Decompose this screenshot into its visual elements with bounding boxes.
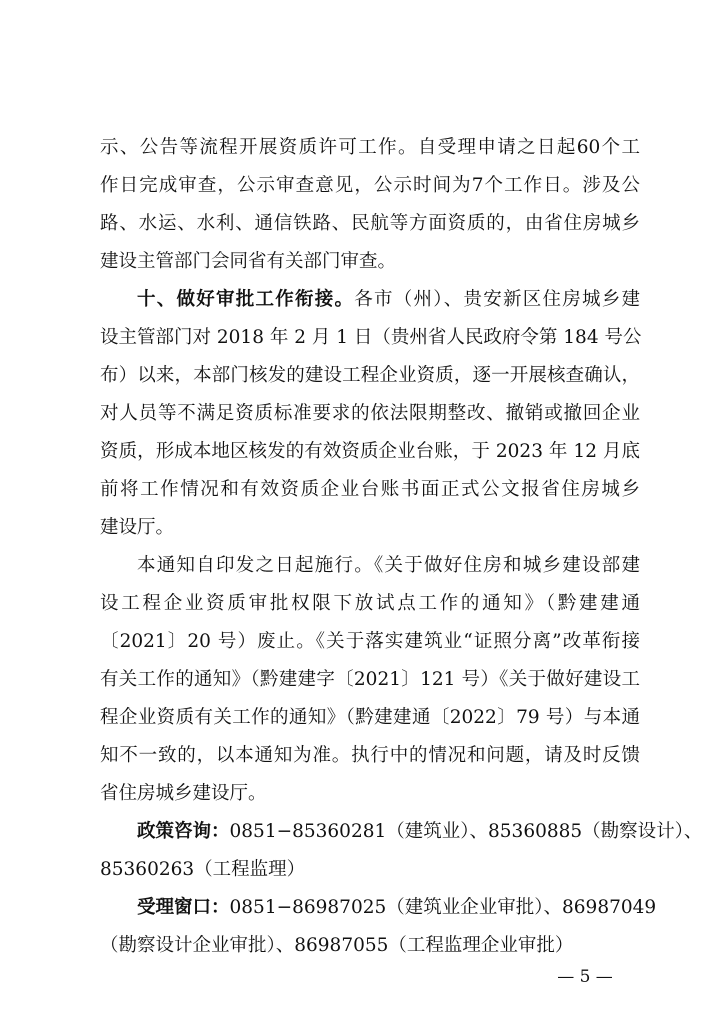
text-line: 路、水运、水利、通信铁路、民航等方面资质的，由省住房城乡 [100,213,640,234]
policy-consultation-line [100,820,703,844]
text-line: 〔2021〕20 号）废止。《关于落实建筑业“证照分离”改革衔接 [100,631,640,652]
text-line: 程企业资质有关工作的通知》（黔建建通〔2022〕79 号）与本通 [100,707,640,728]
text-line: 设工程企业资质审批权限下放试点工作的通知》（黔建建通 [100,593,640,614]
service-window-line [100,896,657,920]
text-line: 作日完成审查，公示审查意见，公示时间为7个工作日。涉及公 [100,175,640,196]
service-window-phones: 0851−86987025（建筑业企业审批）、86987049 [229,897,657,918]
text-line: 省住房城乡建设厅。 [100,783,267,804]
text-line: 对人员等不满足资质标准要求的依法限期整改、撤销或撤回企业 [100,403,640,424]
text-line: 建设主管部门会同省有关部门审查。 [100,251,397,272]
text-line: 建设厅。 [100,517,175,538]
text-line: 知不一致的，以本通知为准。执行中的情况和问题，请及时反馈 [100,745,640,766]
policy-consultation-label: 政策咨询： [137,821,230,842]
text-line: 本通知自印发之日起施行。《关于做好住房和城乡建设部建 [137,555,640,576]
text-line: 布）以来，本部门核发的建设工程企业资质，逐一开展核查确认， [100,365,640,386]
page-number: — 5 — [557,967,613,987]
text-line: 资质，形成本地区核发的有效资质企业台账，于 2023 年 12 月底 [100,441,640,462]
section-ten-line1-text: 各市（州）、贵安新区住房城乡建 [354,289,640,310]
policy-consultation-line-2: 85360263（工程监理） [100,859,306,880]
text-line: 有关工作的通知》（黔建建字〔2021〕121 号）《关于做好建设工 [100,669,640,690]
policy-consultation-phones: 0851−85360281（建筑业）、85360885（勘察设计）、 [229,821,703,842]
service-window-line-2: （勘察设计企业审批）、86987055（工程监理企业审批） [100,935,574,956]
section-ten-first-line [100,288,640,312]
text-line: 前将工作情况和有效资质企业台账书面正式公文报省住房城乡 [100,479,640,500]
section-ten-heading: 十、做好审批工作衔接。 [137,289,355,310]
text-line: 示、公告等流程开展资质许可工作。自受理申请之日起60个工 [100,137,640,158]
text-line: 设主管部门对 2018 年 2 月 1 日（贵州省人民政府令第 184 号公 [100,327,642,348]
service-window-label: 受理窗口： [137,897,230,918]
